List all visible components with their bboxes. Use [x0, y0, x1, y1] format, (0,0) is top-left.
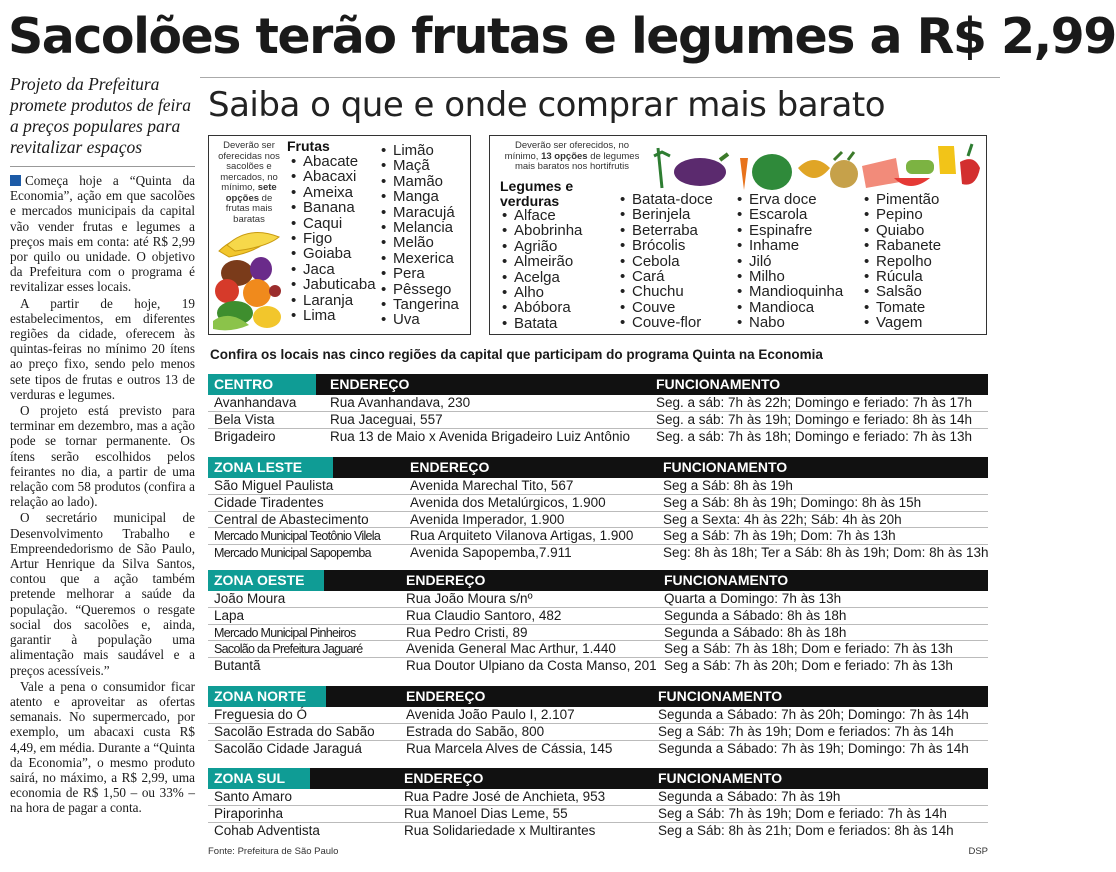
location-hours: Seg a Sáb: 8h às 19h; Domingo: 8h às 15h — [663, 494, 922, 510]
location-hours: Seg a Sáb: 7h às 19h; Dom e feriados: 7h às 14h — [658, 723, 954, 739]
vegetable-item: • Vagem — [862, 315, 941, 330]
fruit-item: • Banana — [289, 200, 376, 215]
location-address: Rua Avanhandava, 230 — [330, 395, 471, 410]
vegetable-item: • Rúcula — [862, 269, 941, 284]
fruits-box — [208, 135, 471, 335]
location-name: Central de Abastecimento — [214, 511, 369, 527]
table-row — [208, 724, 988, 741]
location-hours: Seg. a sáb: 7h às 18h; Domingo e feriado: 7h às 13h — [656, 428, 972, 444]
table-header — [208, 686, 988, 707]
location-hours: Seg a Sáb: 8h às 21h; Dom e feriados: 8h às 14h — [658, 822, 954, 838]
vegetable-item: • Nabo — [735, 315, 843, 330]
table-row — [208, 823, 988, 840]
table-row — [208, 528, 988, 545]
location-hours: Segunda a Sábado: 7h às 20h; Domingo: 7h às 14h — [658, 707, 969, 722]
table-header — [208, 374, 988, 395]
vegetable-item: • Alho — [500, 285, 582, 300]
vegetable-item: • Tomate — [862, 300, 941, 315]
infographic-title: Saiba o que e onde comprar mais barato — [208, 85, 886, 125]
vegetable-item: • Cará — [618, 269, 713, 284]
vegetables-list-col2 — [618, 192, 713, 331]
location-name: Mercado Municipal Pinheiros — [214, 625, 356, 640]
vegetable-item: • Chuchu — [618, 284, 713, 299]
vegetable-item: • Cebola — [618, 254, 713, 269]
fruit-item: • Figo — [289, 231, 376, 246]
table-row — [208, 741, 988, 758]
vegetable-item: • Beterraba — [618, 223, 713, 238]
vegetable-item: • Quiabo — [862, 223, 941, 238]
location-name: João Moura — [214, 591, 286, 606]
location-hours: Seg a Sáb: 7h às 19h; Dom: 7h às 13h — [663, 528, 896, 544]
location-address: Rua Manoel Dias Leme, 55 — [404, 805, 568, 821]
zone-label: ZONA SUL — [208, 768, 310, 789]
vegetable-item: • Abobrinha — [500, 223, 582, 238]
vegetable-item: • Abóbora — [500, 300, 582, 315]
table-row — [208, 658, 988, 675]
vegetable-item: • Escarola — [735, 207, 843, 222]
location-name: Brigadeiro — [214, 428, 276, 444]
fruit-item: • Maçã — [379, 158, 459, 173]
table-row — [208, 429, 988, 446]
vegetable-item: • Pimentão — [862, 192, 941, 207]
body-paragraph: A partir de hoje, 19 estabelecimentos, em diferentes regiões da cidade, oferecem às quintas-feiras no mínimo 20 ítens ao preço fixo, sendo pelo menos sete tipos de frutas e outros 13 de verduras e legumes. — [10, 295, 195, 402]
location-hours: Seg a Sáb: 7h às 18h; Dom e feriado: 7h às 13h — [664, 641, 953, 657]
fruit-item: • Pêssego — [379, 282, 459, 297]
article-deck: Projeto da Prefeitura promete produtos de feira a preços populares para revitalizar espaços — [10, 74, 191, 157]
address-header: ENDEREÇO — [406, 572, 486, 588]
zone-table — [208, 457, 988, 562]
vegetable-item: • Repolho — [862, 254, 941, 269]
body-paragraph: Começa hoje a “Quinta da Economia”, ação em que sacolões e mercados municipais da capital vão vender frutas e legumes a preços mais em conta: até R$ 2,99 por quilo ou unidade. O objetivo da Prefeitura com o programa é revitalizar esses locais. — [10, 173, 195, 295]
vegetable-item: • Mandioquinha — [735, 284, 843, 299]
location-name: Bela Vista — [214, 411, 275, 427]
location-address: Rua Doutor Ulpiano da Costa Manso, 201 — [406, 658, 657, 674]
square-bullet-icon — [10, 175, 21, 186]
zone-label: CENTRO — [208, 374, 316, 395]
location-hours: Segunda a Sábado: 7h às 19h — [658, 789, 841, 804]
location-name: Avanhandava — [214, 395, 297, 410]
body-paragraph: O projeto está previsto para terminar em dezembro, mas a ação pode se tornar permanente. Os ítens serão escolhidos pelos feirantes no dia, a partir de uma relação com 58 produtos (confira a relação ao lado). — [10, 403, 195, 510]
fruit-item: • Laranja — [289, 293, 376, 308]
table-header — [208, 570, 988, 591]
address-header: ENDEREÇO — [404, 770, 484, 786]
fruit-item: • Goiaba — [289, 246, 376, 261]
table-row — [208, 495, 988, 512]
fruit-item: • Limão — [379, 143, 459, 158]
fruit-item: • Caqui — [289, 216, 376, 231]
table-header — [208, 768, 988, 789]
location-name: Sacolão Cidade Jaraguá — [214, 740, 362, 756]
zone-table — [208, 686, 988, 757]
location-name: Sacolão da Prefeitura Jaguaré — [214, 642, 363, 657]
vegetables-list-col1 — [500, 208, 582, 331]
location-address: Rua Marcela Alves de Cássia, 145 — [406, 740, 613, 756]
location-name: Mercado Municipal Teotônio Vilela — [214, 529, 381, 544]
address-header: ENDEREÇO — [330, 376, 410, 392]
body-paragraph: Vale a pena o consumidor ficar atento e aproveitar as ofertas semanais. No supermercado, por exemplo, um abacaxi custa R$ 4,49, em média. Durante a “Quinta da Economia”, o mesmo produto sairá, no máximo, a R$ 2,99, uma economia de R$ 1,50 – ou 33% – na hora de pagar a conta. — [10, 678, 195, 816]
hours-header: FUNCIONAMENTO — [656, 376, 781, 392]
table-row — [208, 395, 988, 412]
vegetable-item: • Rabanete — [862, 238, 941, 253]
fruit-item: • Jabuticaba — [289, 277, 376, 292]
table-row — [208, 707, 988, 724]
headline: Sacolões terão frutas e legumes a R$ 2,99 — [8, 8, 1116, 65]
location-name: Cohab Adventista — [214, 822, 320, 838]
location-address: Rua Arquiteto Vilanova Artigas, 1.900 — [410, 528, 634, 544]
divider — [10, 166, 195, 167]
fruit-item: • Mamão — [379, 174, 459, 189]
vegetables-illustration-icon — [648, 138, 984, 196]
fruit-item: • Maracujá — [379, 205, 459, 220]
fruit-item: • Melancia — [379, 220, 459, 235]
location-address: Avenida João Paulo I, 2.107 — [406, 707, 575, 722]
table-row — [208, 641, 988, 658]
table-row — [208, 512, 988, 529]
fruits-list-col1 — [289, 154, 376, 323]
location-address: Rua Jaceguai, 557 — [330, 411, 443, 427]
location-hours: Seg a Sáb: 8h às 19h — [663, 478, 793, 493]
vegetable-item: • Couve-flor — [618, 315, 713, 330]
fruit-item: • Jaca — [289, 262, 376, 277]
vegetable-item: • Acelga — [500, 270, 582, 285]
location-hours: Seg: 8h às 18h; Ter a Sáb: 8h às 19h; Dom: 8h às 13h — [663, 545, 989, 561]
hours-header: FUNCIONAMENTO — [658, 770, 783, 786]
source-note: Fonte: Prefeitura de São Paulo — [208, 846, 339, 857]
vegetable-item: • Almeirão — [500, 254, 582, 269]
address-header: ENDEREÇO — [410, 459, 490, 475]
hours-header: FUNCIONAMENTO — [658, 688, 783, 704]
location-address: Rua Claudio Santoro, 482 — [406, 607, 562, 623]
fruit-item: • Mexerica — [379, 251, 459, 266]
hours-header: FUNCIONAMENTO — [663, 459, 788, 475]
fruit-item: • Abacaxi — [289, 169, 376, 184]
location-name: Sacolão Estrada do Sabão — [214, 723, 375, 739]
vegetables-title: Legumes e verduras — [500, 178, 574, 209]
table-header — [208, 457, 988, 478]
fruit-item: • Uva — [379, 312, 459, 327]
table-row — [208, 608, 988, 625]
location-hours: Segunda a Sábado: 8h às 18h — [664, 607, 847, 623]
fruits-list-col2 — [379, 143, 459, 328]
table-row — [208, 591, 988, 608]
fruits-illustration-icon — [209, 221, 287, 333]
location-address: Rua 13 de Maio x Avenida Brigadeiro Luiz Antônio — [330, 428, 630, 444]
vegetable-item: • Jiló — [735, 254, 843, 269]
vegetable-item: • Milho — [735, 269, 843, 284]
location-name: Butantã — [214, 658, 261, 674]
article-body — [10, 173, 195, 816]
zone-table — [208, 768, 988, 839]
zone-label: ZONA NORTE — [208, 686, 326, 707]
location-hours: Quarta a Domingo: 7h às 13h — [664, 591, 842, 606]
location-name: Santo Amaro — [214, 789, 293, 804]
location-name: Cidade Tiradentes — [214, 494, 324, 510]
vegetable-item: • Erva doce — [735, 192, 843, 207]
table-row — [208, 806, 988, 823]
location-hours: Segunda a Sábado: 8h às 18h — [664, 624, 847, 640]
fruit-item: • Abacate — [289, 154, 376, 169]
locations-heading: Confira os locais nas cinco regiões da capital que participam do programa Quinta na Economia — [210, 347, 823, 362]
location-hours: Seg a Sexta: 4h às 22h; Sáb: 4h às 20h — [663, 511, 902, 527]
zone-label: ZONA LESTE — [208, 457, 333, 478]
location-hours: Segunda a Sábado: 7h às 19h; Domingo: 7h às 14h — [658, 740, 969, 756]
table-row — [208, 412, 988, 429]
fruit-item: • Manga — [379, 189, 459, 204]
vegetable-item: • Berinjela — [618, 207, 713, 222]
fruits-title: Frutas — [287, 138, 330, 154]
fruit-item: • Lima — [289, 308, 376, 323]
zone-table — [208, 374, 988, 445]
location-address: Estrada do Sabão, 800 — [406, 723, 545, 739]
location-address: Avenida Imperador, 1.900 — [410, 511, 565, 527]
address-header: ENDEREÇO — [406, 688, 486, 704]
location-address: Avenida Sapopemba,7.911 — [410, 545, 572, 561]
location-address: Rua Padre José de Anchieta, 953 — [404, 789, 606, 804]
vegetable-item: • Salsão — [862, 284, 941, 299]
location-hours: Seg a Sáb: 7h às 20h; Dom e feriado: 7h às 13h — [664, 658, 953, 674]
table-row — [208, 478, 988, 495]
hours-header: FUNCIONAMENTO — [664, 572, 789, 588]
location-name: Lapa — [214, 607, 245, 623]
vegetable-item: • Batata-doce — [618, 192, 713, 207]
location-address: Avenida Marechal Tito, 567 — [410, 478, 574, 493]
vegetables-list-col3 — [735, 192, 843, 331]
location-address: Avenida dos Metalúrgicos, 1.900 — [410, 494, 606, 510]
location-address: Rua Solidariedade x Multirantes — [404, 822, 596, 838]
location-hours: Seg a Sáb: 7h às 19h; Dom e feriado: 7h às 14h — [658, 805, 947, 821]
fruits-note: Deverão ser oferecidas nos sacolões e mercados, no mínimo, sete opções de frutas mais baratas — [218, 140, 280, 225]
vegetable-item: • Couve — [618, 300, 713, 315]
sidebar-article — [10, 74, 195, 817]
fruit-item: • Pera — [379, 266, 459, 281]
vegetables-list-col4 — [862, 192, 941, 331]
divider — [200, 77, 1000, 78]
vegetable-item: • Inhame — [735, 238, 843, 253]
vegetable-item: • Alface — [500, 208, 582, 223]
location-hours: Seg. a sáb: 7h às 22h; Domingo e feriado: 7h às 17h — [656, 395, 972, 410]
fruit-item: • Melão — [379, 235, 459, 250]
vegetable-item: • Mandioca — [735, 300, 843, 315]
vegetable-item: • Batata — [500, 316, 582, 331]
fruit-item: • Tangerina — [379, 297, 459, 312]
vegetable-item: • Espinafre — [735, 223, 843, 238]
location-address: Rua João Moura s/nº — [406, 591, 533, 606]
location-address: Rua Pedro Cristi, 89 — [406, 624, 528, 640]
location-name: São Miguel Paulista — [214, 478, 334, 493]
zone-label: ZONA OESTE — [208, 570, 324, 591]
vegetable-item: • Brócolis — [618, 238, 713, 253]
location-hours: Seg. a sáb: 7h às 19h; Domingo e feriado: 8h às 14h — [656, 411, 972, 427]
credit: DSP — [968, 846, 988, 857]
vegetables-box — [489, 135, 987, 335]
vegetable-item: • Pepino — [862, 207, 941, 222]
body-paragraph: O secretário municipal de Desenvolvimento Trabalho e Empreendedorismo de São Paulo, Artur Henrique da Silva Santos, contou que a ação também pretende melhorar a saúde da população. “Queremos o resgate social dos sacolões e, ainda, garantir à população uma alimentação mais saudável e a preços acessíveis.” — [10, 510, 195, 678]
fruit-item: • Ameixa — [289, 185, 376, 200]
location-name: Freguesia do Ó — [214, 707, 308, 722]
table-row — [208, 789, 988, 806]
location-address: Avenida General Mac Arthur, 1.440 — [406, 641, 616, 657]
table-row — [208, 545, 988, 562]
table-row — [208, 625, 988, 642]
location-name: Piraporinha — [214, 805, 284, 821]
vegetables-note: Deverão ser oferecidos, no mínimo, 13 opções de legumes mais baratos nos hortifrutis — [504, 140, 640, 172]
vegetable-item: • Agrião — [500, 239, 582, 254]
location-name: Mercado Municipal Sapopemba — [214, 546, 371, 561]
zone-table — [208, 570, 988, 675]
